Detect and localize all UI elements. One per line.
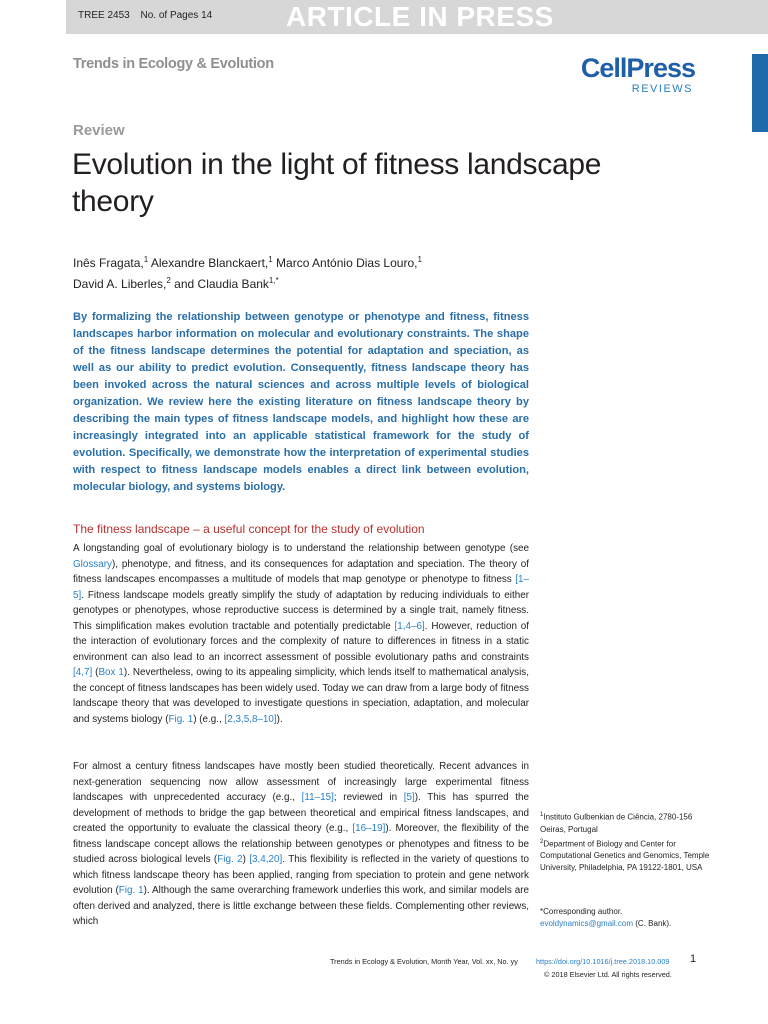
reference-link[interactable]: Fig. 1 [118, 885, 144, 896]
section-heading: The fitness landscape – a useful concept for the study of evolution [73, 522, 425, 536]
text-run: . However, reduction of the interaction of evolutionary forces and the complexity of nature to differences in fitness in a static environment can also lead to an incorrect assessment of possible evolutionary paths and constraints [73, 620, 529, 663]
reference-link[interactable]: [3,4,20] [249, 854, 283, 865]
text-run: . This flexibility is reflected in the variety of questions to which fitness landscape theory has been applied, ranging from speciation to protein and gene network evolution ( [73, 854, 529, 896]
author-name: Marco António Dias Louro, [272, 256, 418, 270]
footer-citation: Trends in Ecology & Evolution, Month Year, Vol. xx, No. yy [330, 957, 518, 966]
article-id: TREE 2453 [78, 10, 130, 21]
header-meta [78, 10, 220, 21]
page-count: No. of Pages 14 [140, 10, 213, 21]
text-run: ). This has spurred the development of methods to bridge the gap between theoretical and empirical fitness landscapes, and created the opportunity to evaluate the classical theory (e.g., [73, 792, 529, 834]
reference-link[interactable]: [1–5] [73, 574, 529, 601]
author-line-2 [73, 272, 573, 293]
reference-link[interactable]: Fig. 2 [217, 854, 243, 865]
affiliation-marker: 1 [417, 255, 422, 264]
body-paragraph-1 [73, 541, 529, 727]
text-run: ) [242, 854, 250, 865]
reference-link[interactable]: [5] [403, 792, 415, 803]
text-run: ). [276, 713, 283, 725]
copyright: © 2018 Elsevier Ltd. All rights reserved. [544, 970, 672, 979]
text-run: ). Nevertheless, owing to its appealing simplicity, which lends itself to mathematical analysis, the concept of fitness landscapes has been widely used. Today we can draw from a large body of fitness landscape theory that was developed to investigate questions in speciation, adaptation, and molecular and systems biology ( [73, 667, 529, 725]
affiliation-marker: 1,* [268, 276, 279, 285]
corresponding-contact [540, 918, 710, 930]
reference-link[interactable]: [16–19] [352, 823, 386, 834]
affiliation-marker: 1 [143, 255, 149, 264]
reference-link[interactable]: [4,7] [73, 667, 93, 678]
cellpress-logo [565, 54, 695, 96]
author-name: Inês Fragata, [73, 256, 144, 270]
body-paragraph-2 [73, 759, 529, 930]
publisher-logo-text: CellPress [580, 53, 695, 83]
text-run: ) (e.g., [193, 713, 225, 725]
text-run: ( [92, 667, 99, 678]
text-run: ), phenotype, and fitness, and its consequences for adaptation and speciation. The theory of fitness landscapes encompasses a multitude of models that map genotype or phenotype to fitness [73, 558, 529, 585]
affiliation-number: 2 [540, 838, 544, 845]
author-email-link[interactable]: evoldynamics@gmail.com [540, 919, 634, 928]
author-line-1 [73, 251, 573, 272]
banner-text: ARTICLE IN PRESS [286, 1, 554, 32]
text-run: . Fitness landscape models greatly simplify the study of adaptation by reducing individuals to either genotypes or phenotypes, whose reproductive success is determined by a single trait, namely fitness. This simplification makes evolution tractable and potentially predictable [73, 589, 529, 632]
text-run: ). Moreover, the flexibility of the fitness landscape concept allows the relationship between genotypes or phenotypes and fitness to be studied across biological levels ( [73, 823, 530, 865]
reference-link[interactable]: Box 1 [98, 667, 124, 678]
journal-name: Trends in Ecology & Evolution [73, 56, 274, 72]
side-tab-marker [752, 54, 768, 132]
author-list [73, 251, 573, 293]
section-label: Review [73, 122, 125, 139]
article-in-press-banner [66, 0, 768, 34]
affiliation-marker: 2 [166, 276, 171, 285]
reference-link[interactable]: [1,4–6] [394, 620, 425, 632]
text-run: For almost a century fitness landscapes have mostly been studied theoretically. Recent advances in next-generation sequencing now allow assessment of increasingly large experimental fitness landscapes with unprecedented accuracy (e.g., [73, 761, 529, 803]
affiliation-text: Instituto Gulbenkian de Ciência, 2780-156 Oeiras, Portugal [540, 812, 693, 834]
abstract: By formalizing the relationship between genotype or phenotype and fitness, fitness landscapes harbor information on molecular and evolutionary constraints. The shape of the fitness landscape determines the potential for adaptation and speciation, as well as our ability to predict evolution. Consequently, fitness landscape theory has been invoked across the natural sciences and across multiple levels of biological organization. We review here the existing literature on fitness landscape theory by describing the main types of fitness landscape models, and highlight how these are increasingly integrated into an applicable statistical framework for the study of evolution. Specifically, we demonstrate how the interpretation of experimental studies with respect to fitness landscape models enables a direct link between evolution, molecular biology, and systems biology. [73, 311, 529, 493]
affiliation-number: 1 [540, 812, 544, 818]
page-number: 1 [690, 953, 697, 965]
text-run: ). Although the same overarching framework underlies this work, and similar models are often derived and analyzed, there is little exchange between these fields. Complementing other reviews, which [73, 885, 529, 927]
reference-link[interactable]: [11–15] [301, 792, 334, 803]
affiliations [540, 809, 710, 874]
affiliation-entry [540, 809, 710, 836]
text-run: ; reviewed in [333, 792, 404, 803]
author-name: and Claudia Bank [170, 277, 269, 291]
reference-link[interactable]: [2,3,5,8–10] [224, 713, 277, 725]
author-name: David A. Liberles, [73, 277, 167, 291]
article-title: Evolution in the light of fitness landscape theory [72, 148, 602, 218]
corresponding-label: *Corresponding author. [540, 907, 623, 916]
publisher-sub-text: REVIEWS [631, 83, 693, 95]
author-name: Alexandre Blanckaert, [148, 256, 269, 270]
reference-link[interactable]: Glossary [73, 558, 112, 570]
affiliation-entry [540, 836, 710, 875]
affiliation-text: Department of Biology and Center for Computational Genetics and Genomics, Temple University, Philadelphia, PA 19122-1801, USA [540, 839, 710, 873]
email-suffix: (C. Bank). [633, 919, 672, 928]
reference-link[interactable]: Fig. 1 [168, 713, 194, 725]
affiliation-marker: 1 [268, 255, 273, 264]
doi-link[interactable]: https://doi.org/10.1016/j.tree.2018.10.009 [536, 957, 670, 966]
corresponding-author [540, 906, 710, 930]
text-run: A longstanding goal of evolutionary biology is to understand the relationship between genotype (see [73, 543, 529, 554]
